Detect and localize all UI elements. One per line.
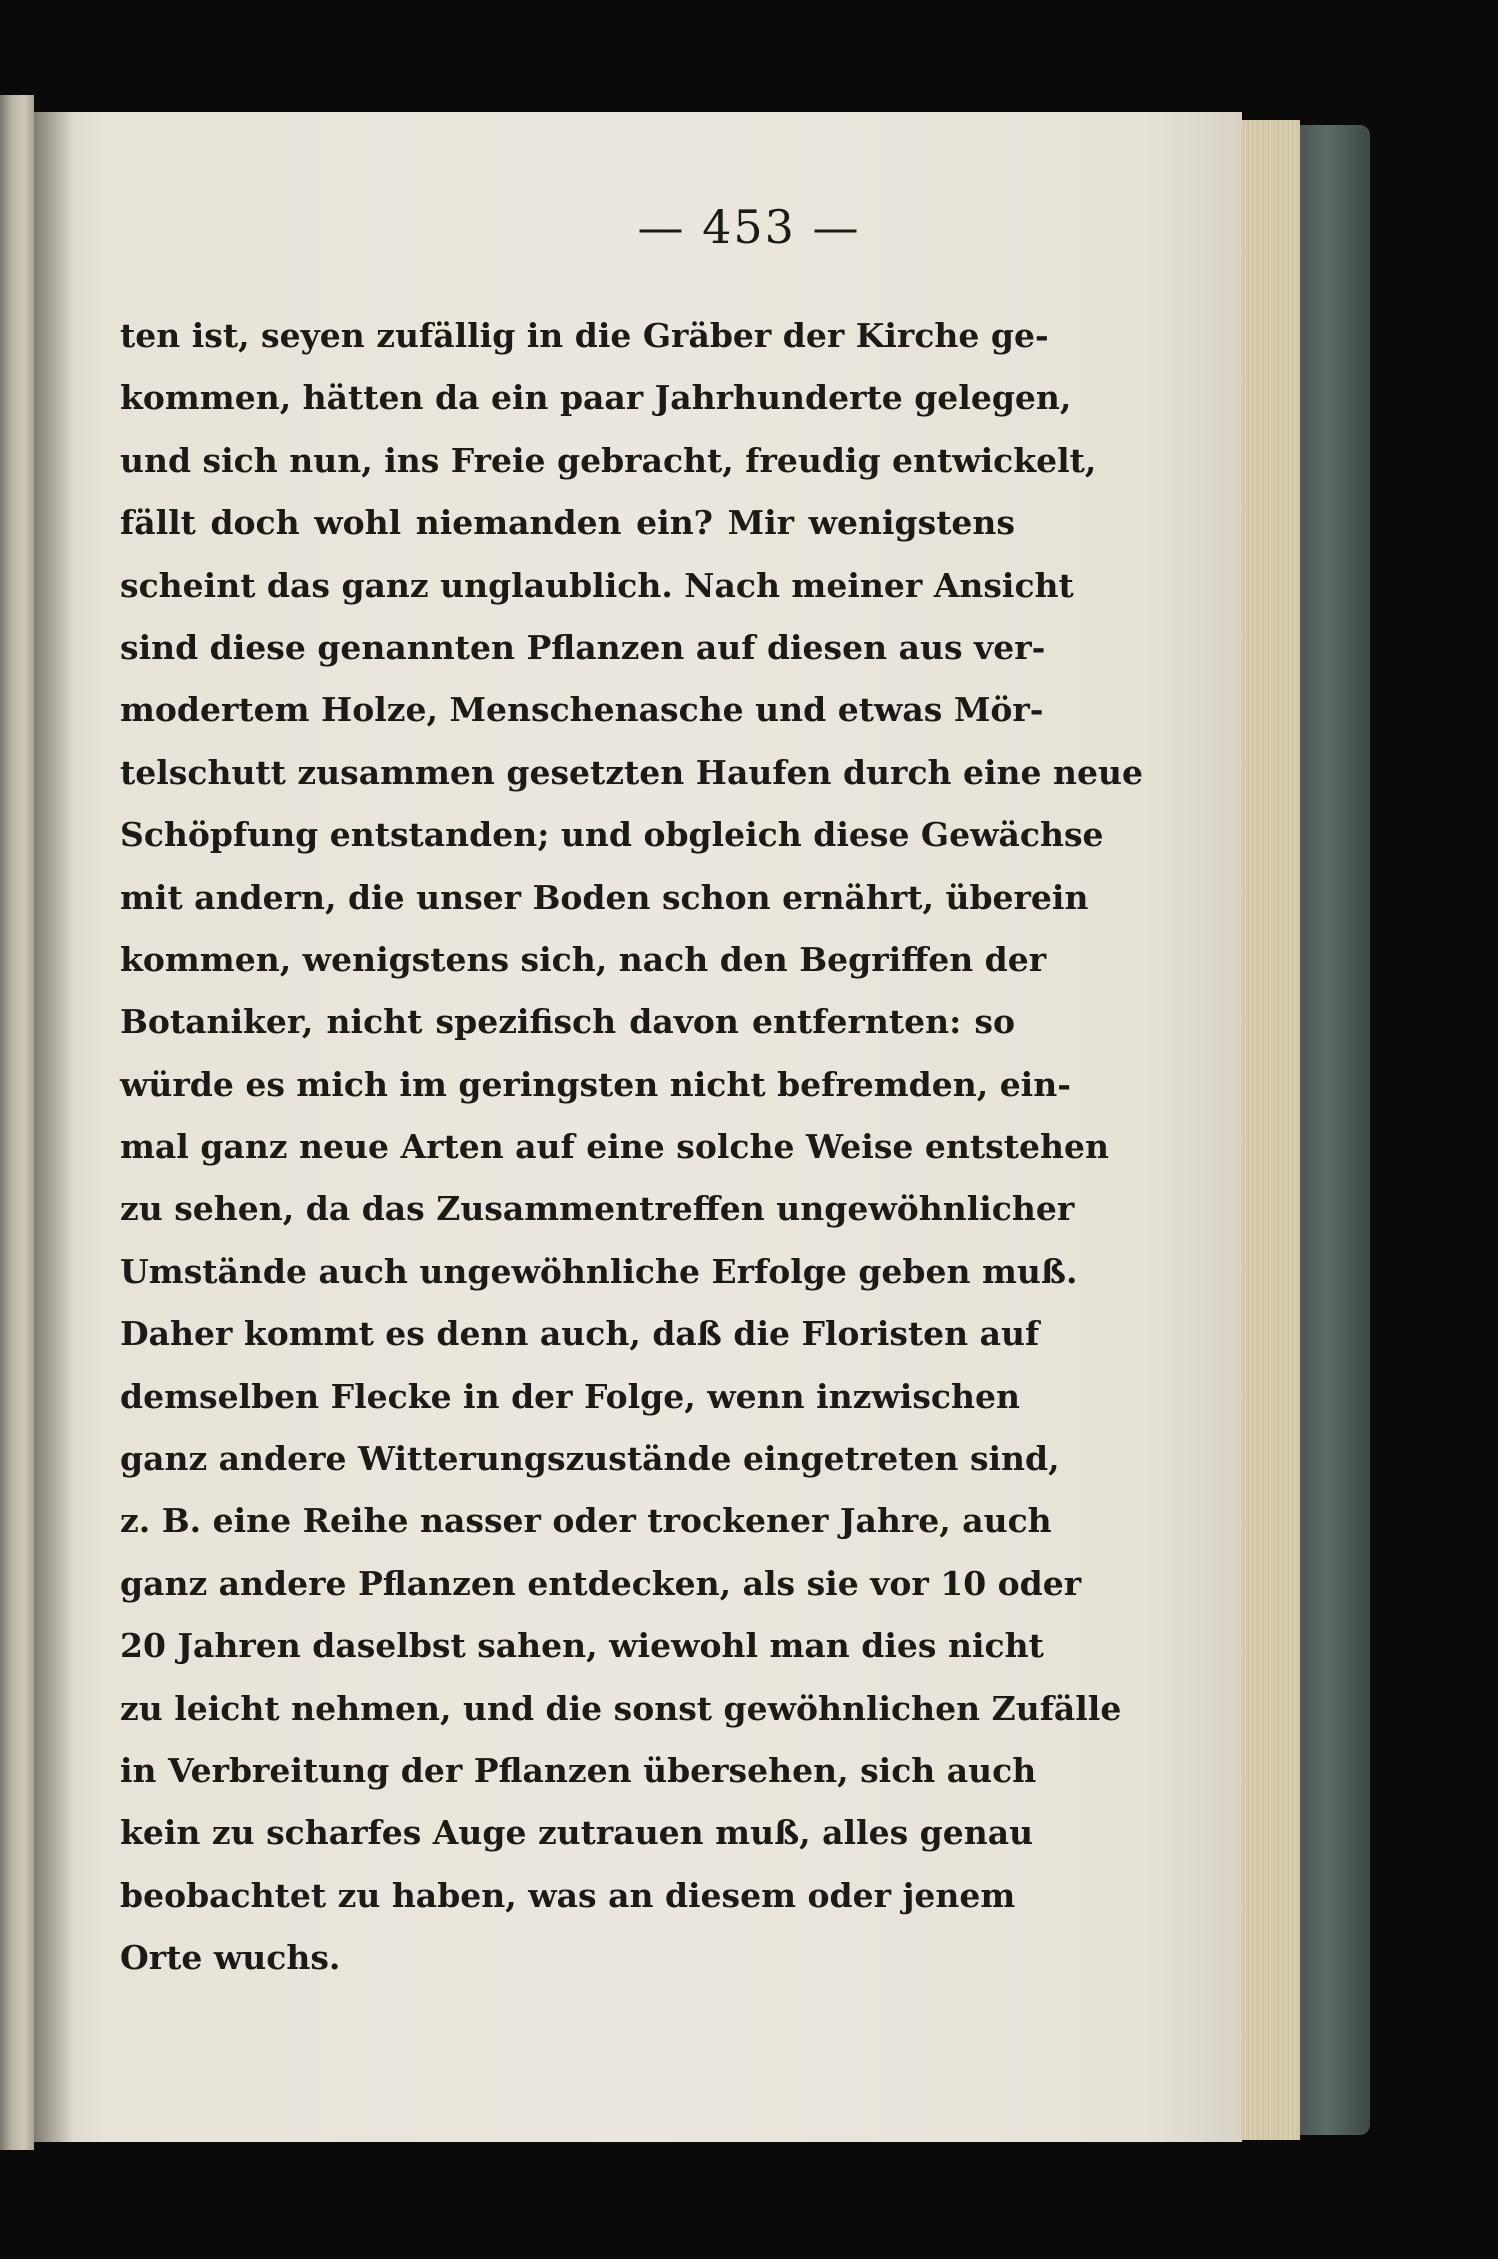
text-line: in Verbreitung der Pflanzen übersehen, sich auch: [120, 1750, 1037, 1790]
text-line: modertem Holze, Menschenasche und etwas Mör-: [120, 690, 1044, 730]
text-line: scheint das ganz unglaublich. Nach meiner Ansicht: [120, 565, 1074, 605]
text-line: und sich nun, ins Freie gebracht, freudig entwickelt,: [120, 440, 1097, 480]
text-line: würde es mich im geringsten nicht befremden, ein-: [120, 1064, 1071, 1104]
text-line: demselben Flecke in der Folge, wenn inzwischen: [120, 1376, 1020, 1416]
text-line: ganz andere Witterungszustände eingetreten sind,: [120, 1439, 1060, 1479]
text-line: Orte wuchs.: [120, 1938, 341, 1978]
text-line: ganz andere Pflanzen entdecken, als sie vor 10 oder: [120, 1563, 1082, 1603]
text-line: beobachtet zu haben, was an diesem oder jenem: [120, 1875, 1016, 1915]
text-line: mal ganz neue Arten auf eine solche Weise entstehen: [120, 1127, 1109, 1167]
text-line: Botaniker, nicht spezifisch davon entfernten: so: [120, 1002, 1015, 1042]
text-line: kommen, hätten da ein paar Jahrhunderte gelegen,: [120, 378, 1072, 418]
text-line: ten ist, seyen zufällig in die Gräber der Kirche ge-: [120, 316, 1049, 355]
text-line: z. B. eine Reihe nasser oder trockener Jahre, auch: [120, 1501, 1052, 1541]
text-line: Schöpfung entstanden; und obgleich diese Gewächse: [120, 815, 1104, 855]
text-line: 20 Jahren daselbst sahen, wiewohl man dies nicht: [120, 1626, 1044, 1666]
book-cover-edge: [1298, 125, 1370, 2135]
text-line: sind diese genannten Pflanzen auf diesen aus ver-: [120, 627, 1046, 667]
text-line: zu sehen, da das Zusammentreffen ungewöhnlicher: [120, 1189, 1075, 1229]
text-line: mit andern, die unser Boden schon ernährt, überein: [120, 877, 1089, 917]
page-number: — 453 —: [637, 200, 861, 254]
body-text: [120, 305, 1143, 1990]
text-line: telschutt zusammen gesetzten Haufen durch eine neue: [120, 752, 1143, 792]
text-line: fällt doch wohl niemanden ein? Mir wenigstens: [120, 503, 1015, 543]
left-page-edge: [0, 95, 34, 2150]
text-line: zu leicht nehmen, und die sonst gewöhnlichen Zufälle: [120, 1688, 1122, 1728]
text-line: Umstände auch ungewöhnliche Erfolge geben muß.: [120, 1251, 1078, 1291]
text-line: kein zu scharfes Auge zutrauen muß, alles genau: [120, 1813, 1034, 1853]
text-line: Daher kommt es denn auch, daß die Floristen auf: [120, 1314, 1040, 1354]
text-line: kommen, wenigstens sich, nach den Begriffen der: [120, 939, 1047, 979]
page-fore-edge: [1242, 120, 1300, 2140]
gutter-shadow: [34, 112, 74, 2142]
